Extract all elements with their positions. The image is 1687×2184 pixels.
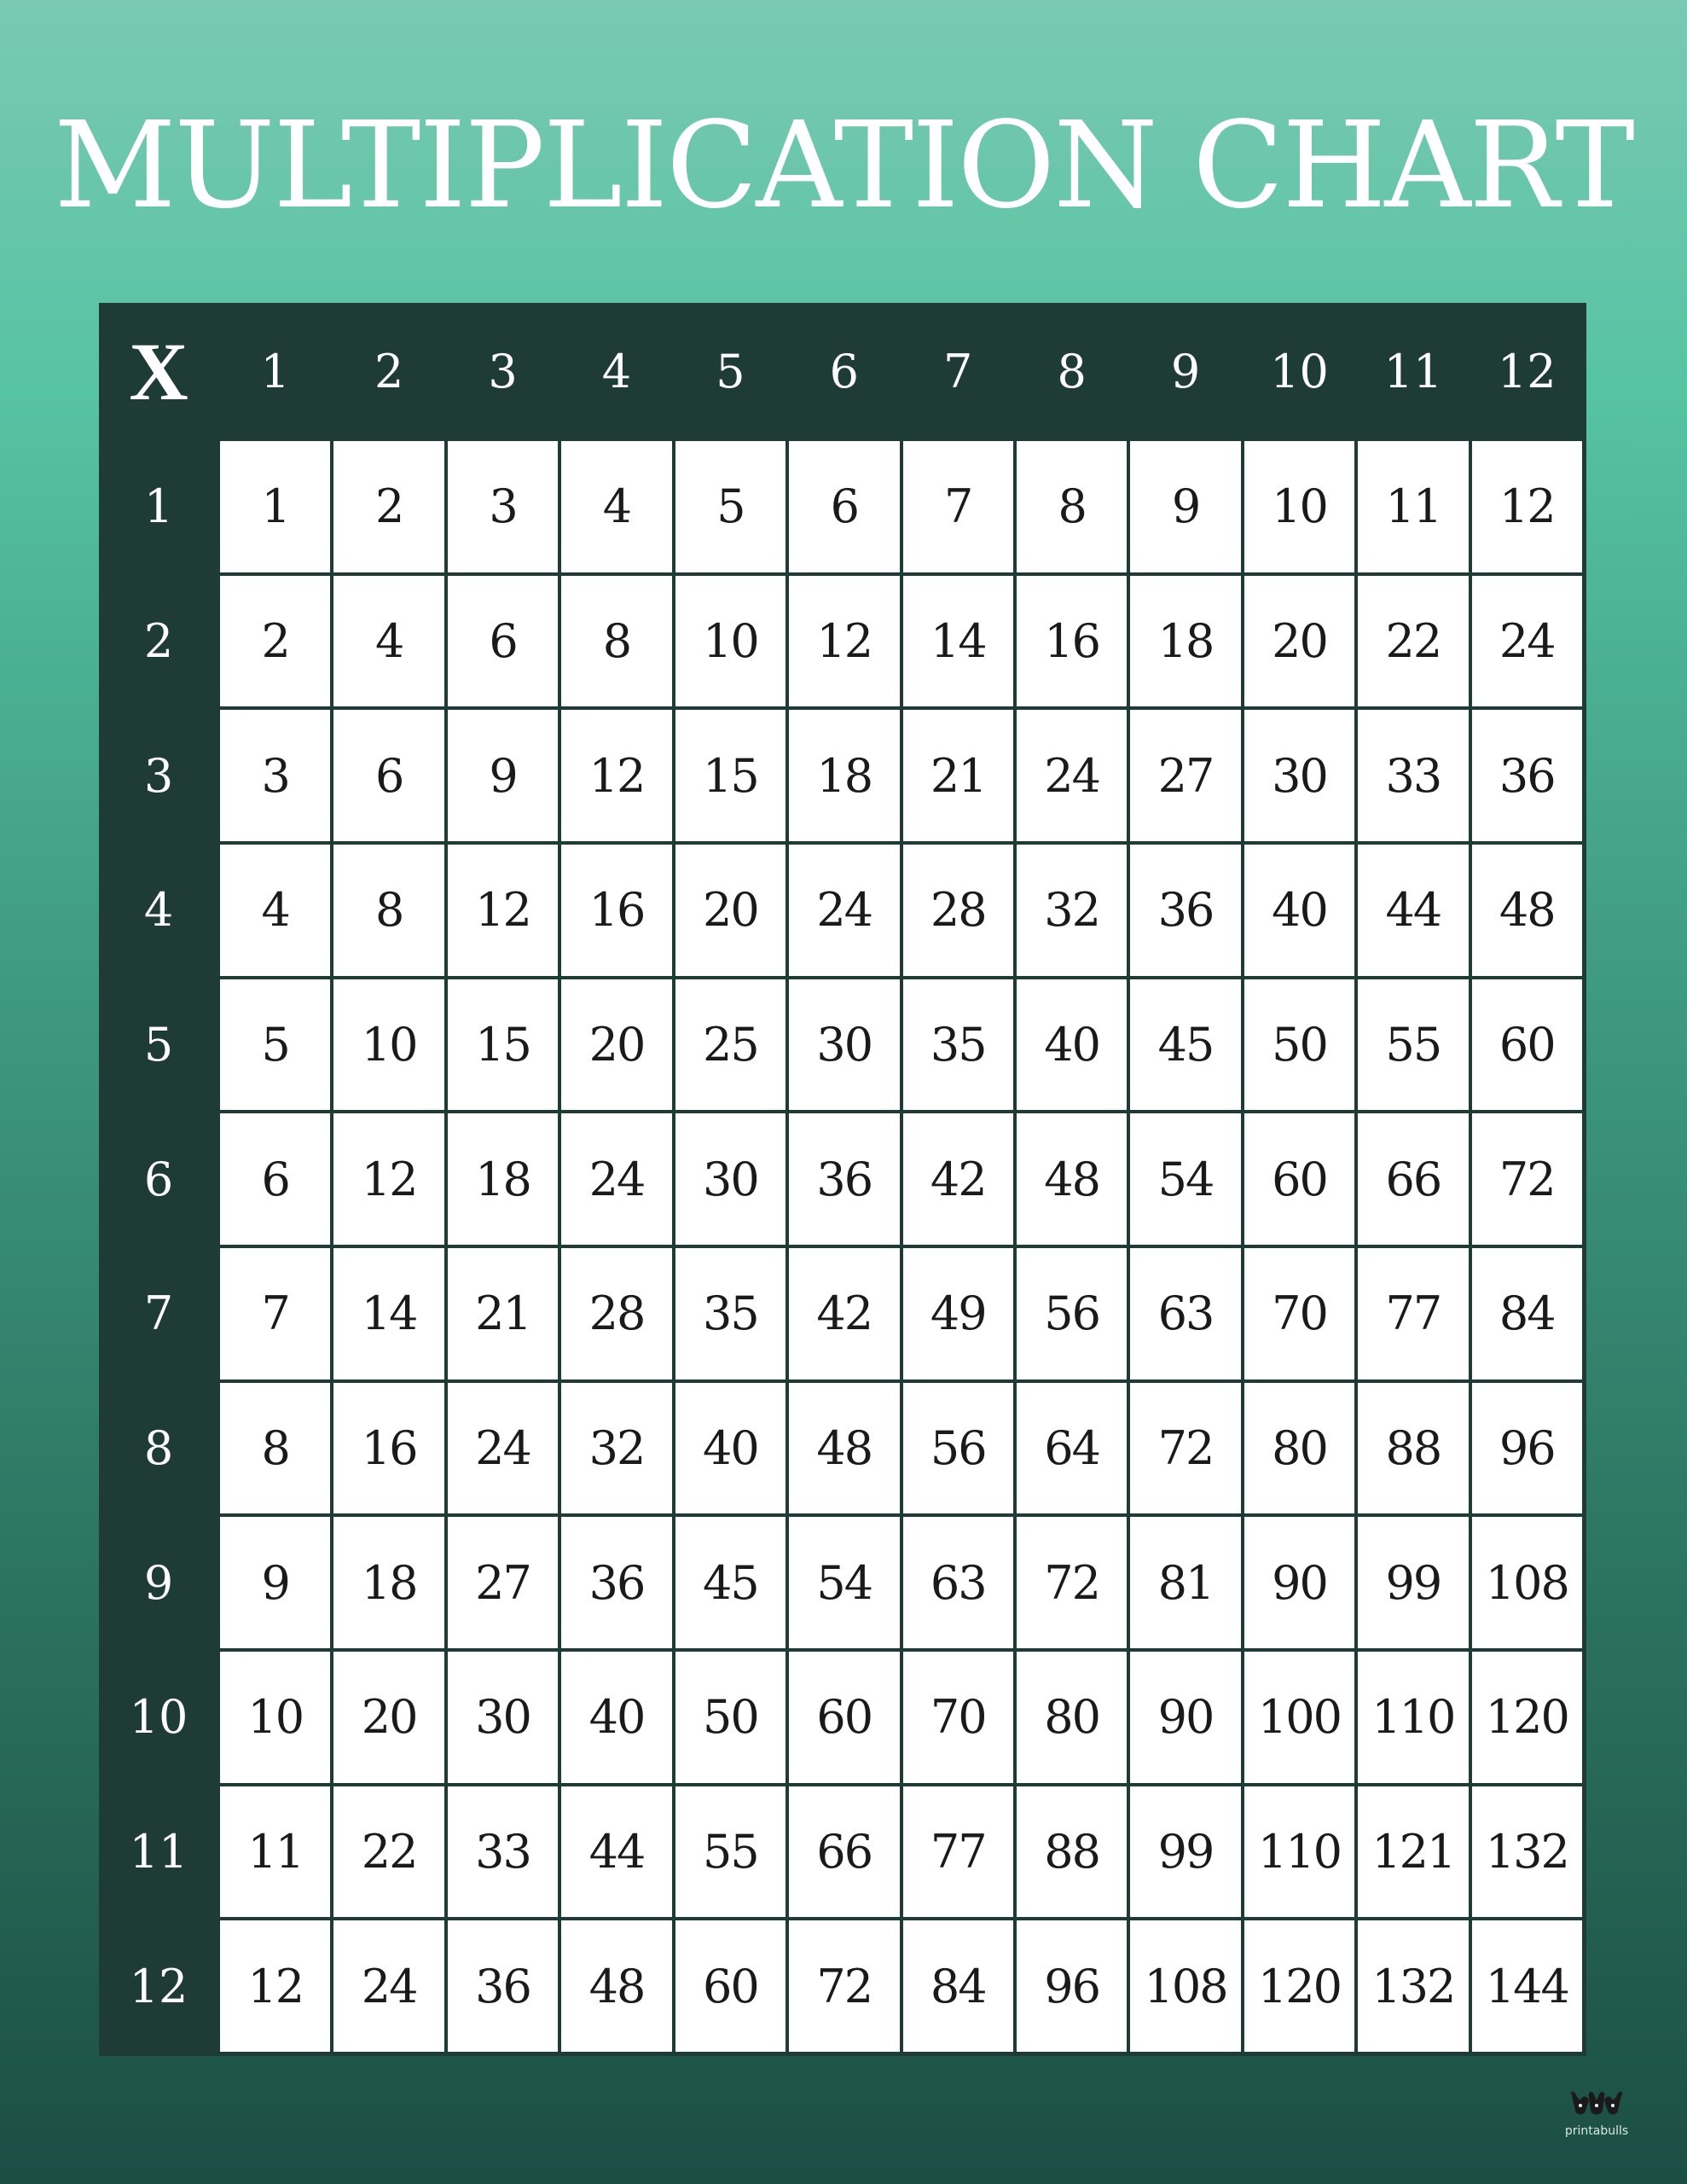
product-cell: 30 xyxy=(675,1113,786,1245)
product-cell: 40 xyxy=(561,1652,671,1783)
product-cell: 12 xyxy=(1472,441,1582,572)
product-cell: 24 xyxy=(789,845,899,976)
bulls-icon xyxy=(1567,2088,1626,2119)
product-cell: 50 xyxy=(675,1652,786,1783)
product-cell: 16 xyxy=(561,845,671,976)
column-header-10: 10 xyxy=(1270,344,1329,398)
product-cell: 40 xyxy=(1017,979,1127,1111)
product-cell: 40 xyxy=(1244,845,1354,976)
product-cell: 84 xyxy=(903,1920,1013,2052)
product-cell: 72 xyxy=(1130,1383,1240,1514)
column-header-4: 4 xyxy=(601,344,632,398)
product-cell: 20 xyxy=(561,979,671,1111)
product-cell: 3 xyxy=(220,710,330,841)
product-cell: 60 xyxy=(1244,1113,1354,1245)
product-cell: 48 xyxy=(1017,1113,1127,1245)
column-header-2: 2 xyxy=(374,344,404,398)
product-cell: 8 xyxy=(561,576,671,707)
product-cell: 63 xyxy=(1130,1248,1240,1380)
product-cell: 5 xyxy=(220,979,330,1111)
product-cell: 70 xyxy=(903,1652,1013,1783)
product-cell: 8 xyxy=(333,845,443,976)
product-cell: 28 xyxy=(903,845,1013,976)
product-cell: 49 xyxy=(903,1248,1013,1380)
product-cell: 96 xyxy=(1017,1920,1127,2052)
product-cell: 33 xyxy=(448,1786,558,1918)
product-cell: 4 xyxy=(220,845,330,976)
product-cell: 120 xyxy=(1244,1920,1354,2052)
product-cell: 144 xyxy=(1472,1920,1582,2052)
product-cell: 9 xyxy=(220,1517,330,1648)
product-cell: 10 xyxy=(1244,441,1354,572)
product-cell: 88 xyxy=(1358,1383,1468,1514)
product-cell: 30 xyxy=(789,979,899,1111)
product-cell: 120 xyxy=(1472,1652,1582,1783)
product-cell: 96 xyxy=(1472,1383,1582,1514)
row-header-12: 12 xyxy=(129,1959,188,2013)
product-cell: 14 xyxy=(333,1248,443,1380)
product-cell: 36 xyxy=(448,1920,558,2052)
product-cell: 110 xyxy=(1358,1652,1468,1783)
product-cell: 30 xyxy=(1244,710,1354,841)
column-header-7: 7 xyxy=(943,344,973,398)
row-header-2: 2 xyxy=(143,613,174,668)
product-cell: 100 xyxy=(1244,1652,1354,1783)
product-cell: 44 xyxy=(1358,845,1468,976)
product-cell: 7 xyxy=(903,441,1013,572)
product-cell: 12 xyxy=(333,1113,443,1245)
product-cell: 24 xyxy=(561,1113,671,1245)
product-cell: 56 xyxy=(1017,1248,1127,1380)
column-header-11: 11 xyxy=(1383,344,1443,398)
product-cell: 10 xyxy=(220,1652,330,1783)
product-cell: 56 xyxy=(903,1383,1013,1514)
product-cell: 21 xyxy=(448,1248,558,1380)
product-cell: 6 xyxy=(789,441,899,572)
row-header-9: 9 xyxy=(143,1555,174,1610)
multiplication-chart xyxy=(99,303,1586,2056)
row-header-11: 11 xyxy=(129,1824,188,1879)
row-header-3: 3 xyxy=(143,748,174,803)
product-cell: 55 xyxy=(1358,979,1468,1111)
product-cell: 11 xyxy=(1358,441,1468,572)
product-cell: 44 xyxy=(561,1786,671,1918)
product-cell: 45 xyxy=(675,1517,786,1648)
product-cell: 88 xyxy=(1017,1786,1127,1918)
product-cell: 4 xyxy=(561,441,671,572)
product-cell: 55 xyxy=(675,1786,786,1918)
product-cell: 21 xyxy=(903,710,1013,841)
chart-grid xyxy=(99,303,1586,2056)
column-header-8: 8 xyxy=(1057,344,1087,398)
product-cell: 24 xyxy=(1472,576,1582,707)
product-cell: 6 xyxy=(448,576,558,707)
product-cell: 24 xyxy=(1017,710,1127,841)
product-cell: 90 xyxy=(1130,1652,1240,1783)
product-cell: 6 xyxy=(333,710,443,841)
product-cell: 110 xyxy=(1244,1786,1354,1918)
page-title: MULTIPLICATION CHART xyxy=(54,96,1633,235)
product-cell: 42 xyxy=(789,1248,899,1380)
product-cell: 22 xyxy=(1358,576,1468,707)
product-cell: 35 xyxy=(675,1248,786,1380)
product-cell: 35 xyxy=(903,979,1013,1111)
product-cell: 84 xyxy=(1472,1248,1582,1380)
product-cell: 90 xyxy=(1244,1517,1354,1648)
product-cell: 60 xyxy=(1472,979,1582,1111)
product-cell: 15 xyxy=(448,979,558,1111)
product-cell: 18 xyxy=(448,1113,558,1245)
product-cell: 10 xyxy=(675,576,786,707)
product-cell: 16 xyxy=(1017,576,1127,707)
product-cell: 132 xyxy=(1358,1920,1468,2052)
product-cell: 63 xyxy=(903,1517,1013,1648)
product-cell: 20 xyxy=(675,845,786,976)
product-cell: 108 xyxy=(1130,1920,1240,2052)
product-cell: 2 xyxy=(333,441,443,572)
product-cell: 15 xyxy=(675,710,786,841)
product-cell: 132 xyxy=(1472,1786,1582,1918)
product-cell: 54 xyxy=(789,1517,899,1648)
product-cell: 9 xyxy=(448,710,558,841)
product-cell: 7 xyxy=(220,1248,330,1380)
product-cell: 66 xyxy=(1358,1113,1468,1245)
row-header-5: 5 xyxy=(143,1017,174,1072)
product-cell: 25 xyxy=(675,979,786,1111)
product-cell: 5 xyxy=(675,441,786,572)
product-cell: 32 xyxy=(1017,845,1127,976)
product-cell: 121 xyxy=(1358,1786,1468,1918)
row-header-7: 7 xyxy=(143,1287,174,1341)
row-header-10: 10 xyxy=(129,1690,188,1745)
product-cell: 2 xyxy=(220,576,330,707)
product-cell: 18 xyxy=(1130,576,1240,707)
product-cell: 48 xyxy=(561,1920,671,2052)
product-cell: 66 xyxy=(789,1786,899,1918)
product-cell: 64 xyxy=(1017,1383,1127,1514)
product-cell: 40 xyxy=(675,1383,786,1514)
product-cell: 16 xyxy=(333,1383,443,1514)
product-cell: 12 xyxy=(220,1920,330,2052)
product-cell: 27 xyxy=(1130,710,1240,841)
product-cell: 27 xyxy=(448,1517,558,1648)
product-cell: 12 xyxy=(789,576,899,707)
product-cell: 50 xyxy=(1244,979,1354,1111)
product-cell: 36 xyxy=(789,1113,899,1245)
product-cell: 60 xyxy=(789,1652,899,1783)
product-cell: 80 xyxy=(1017,1652,1127,1783)
printabulls-logo xyxy=(1556,2088,1638,2140)
logo-text: printabulls xyxy=(1564,2124,1629,2138)
corner-label: X xyxy=(129,325,188,417)
column-header-3: 3 xyxy=(488,344,518,398)
product-cell: 12 xyxy=(561,710,671,841)
product-cell: 70 xyxy=(1244,1248,1354,1380)
product-cell: 72 xyxy=(789,1920,899,2052)
product-cell: 54 xyxy=(1130,1113,1240,1245)
product-cell: 24 xyxy=(448,1383,558,1514)
column-header-12: 12 xyxy=(1497,344,1557,398)
product-cell: 24 xyxy=(333,1920,443,2052)
product-cell: 99 xyxy=(1130,1786,1240,1918)
product-cell: 28 xyxy=(561,1248,671,1380)
product-cell: 81 xyxy=(1130,1517,1240,1648)
product-cell: 42 xyxy=(903,1113,1013,1245)
product-cell: 8 xyxy=(1017,441,1127,572)
product-cell: 36 xyxy=(1472,710,1582,841)
product-cell: 20 xyxy=(1244,576,1354,707)
product-cell: 3 xyxy=(448,441,558,572)
product-cell: 30 xyxy=(448,1652,558,1783)
product-cell: 8 xyxy=(220,1383,330,1514)
row-header-4: 4 xyxy=(143,883,174,938)
product-cell: 14 xyxy=(903,576,1013,707)
product-cell: 77 xyxy=(903,1786,1013,1918)
column-header-6: 6 xyxy=(829,344,859,398)
row-header-8: 8 xyxy=(143,1420,174,1475)
product-cell: 6 xyxy=(220,1113,330,1245)
product-cell: 33 xyxy=(1358,710,1468,841)
product-cell: 10 xyxy=(333,979,443,1111)
product-cell: 12 xyxy=(448,845,558,976)
product-cell: 99 xyxy=(1358,1517,1468,1648)
column-header-5: 5 xyxy=(716,344,745,398)
row-header-1: 1 xyxy=(143,479,174,534)
product-cell: 36 xyxy=(1130,845,1240,976)
product-cell: 11 xyxy=(220,1786,330,1918)
product-cell: 18 xyxy=(789,710,899,841)
product-cell: 9 xyxy=(1130,441,1240,572)
product-cell: 36 xyxy=(561,1517,671,1648)
product-cell: 32 xyxy=(561,1383,671,1514)
product-cell: 72 xyxy=(1472,1113,1582,1245)
product-cell: 108 xyxy=(1472,1517,1582,1648)
row-header-6: 6 xyxy=(143,1152,174,1206)
product-cell: 77 xyxy=(1358,1248,1468,1380)
column-header-1: 1 xyxy=(260,344,290,398)
product-cell: 20 xyxy=(333,1652,443,1783)
product-cell: 4 xyxy=(333,576,443,707)
product-cell: 22 xyxy=(333,1786,443,1918)
product-cell: 18 xyxy=(333,1517,443,1648)
column-header-9: 9 xyxy=(1170,344,1201,398)
product-cell: 72 xyxy=(1017,1517,1127,1648)
product-cell: 48 xyxy=(1472,845,1582,976)
product-cell: 45 xyxy=(1130,979,1240,1111)
product-cell: 1 xyxy=(220,441,330,572)
product-cell: 80 xyxy=(1244,1383,1354,1514)
product-cell: 48 xyxy=(789,1383,899,1514)
product-cell: 60 xyxy=(675,1920,786,2052)
